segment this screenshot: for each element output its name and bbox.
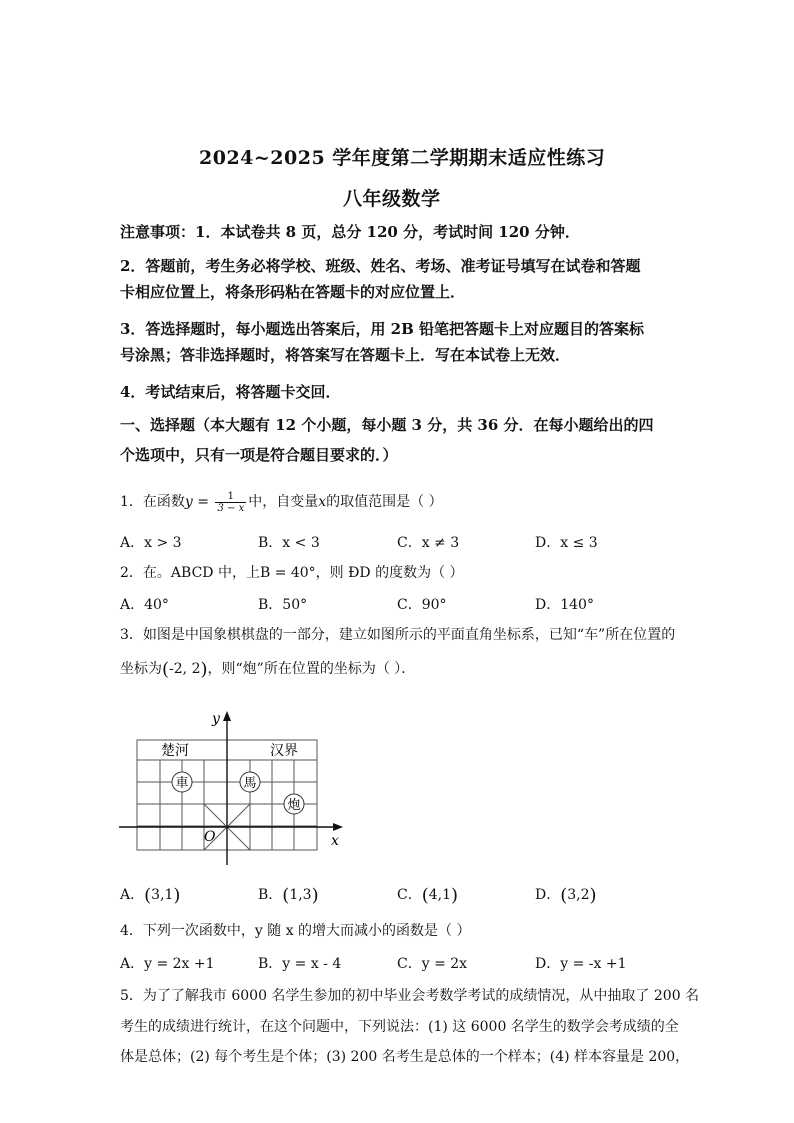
option-value: 3,2 bbox=[567, 887, 590, 903]
origin-label: O bbox=[204, 829, 216, 845]
question-1-option-b: B．x < 3 bbox=[258, 535, 320, 551]
note-4: 4．考试结束后，将答题卡交回． bbox=[120, 383, 341, 401]
question-4-option-c: C．y = 2x bbox=[397, 956, 468, 972]
question-2-option-c: C．90° bbox=[397, 597, 447, 613]
piece-ma bbox=[240, 772, 260, 792]
note-2-line-2: 卡相应位置上，将条形码粘在答题卡的对应位置上． bbox=[120, 283, 466, 301]
exam-title: 2024~2025 学年度第二学期期末适应性练习 bbox=[199, 147, 606, 169]
option-value: 3,1 bbox=[151, 887, 174, 903]
y-axis-arrow bbox=[223, 711, 231, 721]
y-axis-label: y bbox=[212, 711, 220, 727]
coord-value: -2, 2 bbox=[169, 661, 201, 677]
coord-open-paren: ( bbox=[162, 659, 170, 680]
note-3-line-2: 号涂黑；答非选择题时，将答案写在答题卡上．写在本试卷上无效． bbox=[120, 346, 571, 364]
paren-open: ( bbox=[282, 885, 290, 906]
note-3-line-1: 3．答选择题时，每小题选出答案后，用 2B 铅笔把答题卡上对应题目的答案标 bbox=[120, 320, 644, 338]
question-1-suffix-2: 的取值范围是（ ） bbox=[326, 494, 443, 510]
question-4-option-b: B．y = x - 4 bbox=[258, 956, 342, 972]
piece-pao-label: 炮 bbox=[287, 798, 301, 813]
question-4: 4．下列一次函数中，y 随 x 的增大而减小的函数是（ ） bbox=[120, 923, 471, 939]
fraction-denominator: 3 − x bbox=[217, 502, 245, 514]
option-letter: A． bbox=[120, 887, 145, 903]
paren-close: ) bbox=[589, 885, 597, 906]
paren-close: ) bbox=[451, 885, 459, 906]
x-axis-arrow bbox=[333, 823, 343, 831]
question-1-fraction bbox=[215, 491, 246, 514]
note-1: 注意事项：1．本试卷共 8 页，总分 120 分，考试时间 120 分钟． bbox=[120, 223, 580, 241]
question-3-option-b bbox=[258, 884, 319, 906]
option-value: 4,1 bbox=[428, 887, 452, 903]
coordinate-axes bbox=[119, 717, 337, 865]
question-5-line-1: 5．为了了解我市 6000 名学生参加的初中毕业会考数学考试的成绩情况，从中抽取了 200 名 bbox=[120, 988, 700, 1004]
question-2-option-d: D．140° bbox=[535, 597, 594, 613]
question-1-var-x: x bbox=[318, 494, 327, 510]
question-1-var-y: y bbox=[184, 494, 193, 510]
question-5-line-2: 考生的成绩进行统计，在这个问题中，下列说法：(1) 这 6000 名学生的数学会考成绩的全 bbox=[120, 1019, 679, 1035]
x-axis-label: x bbox=[331, 833, 339, 849]
river-label-right: 汉界 bbox=[270, 743, 298, 759]
river-label-left: 楚河 bbox=[161, 743, 189, 759]
question-1-option-d: D．x ≤ 3 bbox=[535, 535, 598, 551]
option-value: 1,3 bbox=[289, 887, 312, 903]
question-4-option-d: D．y = -x +1 bbox=[535, 956, 627, 972]
question-1-option-c: C．x ≠ 3 bbox=[397, 535, 460, 551]
coord-close-paren: ) bbox=[200, 659, 208, 680]
note-2-line-1: 2．答题前，考生务必将学校、班级、姓名、考场、准考证号填写在试卷和答题 bbox=[120, 257, 641, 275]
question-2: 2．在。ABCD 中，上B = 40°，则 ÐD 的度数为（ ） bbox=[120, 565, 464, 581]
exam-subtitle: 八年级数学 bbox=[343, 188, 441, 210]
question-1-eq: = bbox=[192, 494, 214, 510]
fraction-numerator: 1 bbox=[215, 491, 246, 503]
paren-open: ( bbox=[421, 885, 429, 906]
question-4-option-a: A．y = 2x +1 bbox=[120, 956, 215, 972]
question-3-option-c bbox=[397, 884, 458, 906]
paren-close: ) bbox=[173, 885, 181, 906]
piece-pao bbox=[284, 794, 304, 814]
paren-close: ) bbox=[311, 885, 319, 906]
question-1-prefix: 1．在函数 bbox=[120, 494, 185, 510]
question-3-option-d bbox=[535, 884, 597, 906]
question-3-line-2-suffix: ，则“炮”所在位置的坐标为（ ）． bbox=[207, 661, 416, 677]
piece-che bbox=[172, 772, 192, 792]
section-1-heading-line-2: 个选项中，只有一项是符合题目要求的．） bbox=[120, 446, 398, 464]
paren-open: ( bbox=[144, 885, 152, 906]
piece-ma-label: 馬 bbox=[243, 776, 257, 791]
question-3-line-1: 3．如图是中国象棋棋盘的一部分，建立如图所示的平面直角坐标系，已知“车”所在位置的 bbox=[120, 627, 676, 643]
paren-open: ( bbox=[560, 885, 568, 906]
question-5-line-3: 体是总体；(2) 每个考生是个体；(3) 200 名考生是总体的一个样本；(4) 样本容量是 200， bbox=[120, 1049, 690, 1065]
question-3-line-2 bbox=[120, 658, 415, 680]
question-1-option-a: A．x > 3 bbox=[120, 535, 182, 551]
question-3-line-2-prefix: 坐标为 bbox=[120, 661, 162, 677]
chess-board-figure bbox=[115, 705, 375, 870]
section-1-heading-line-1: 一、选择题（本大题有 12 个小题，每小题 3 分，共 36 分．在每小题给出的四 bbox=[120, 416, 654, 434]
question-3-option-a bbox=[120, 884, 180, 906]
question-2-option-b: B．50° bbox=[258, 597, 308, 613]
question-1 bbox=[120, 490, 443, 514]
option-letter: C． bbox=[397, 887, 422, 903]
question-2-option-a: A．40° bbox=[120, 597, 169, 613]
option-letter: B． bbox=[258, 887, 283, 903]
option-letter: D． bbox=[535, 887, 561, 903]
piece-che-label: 車 bbox=[175, 776, 189, 791]
question-1-suffix: 中，自变量 bbox=[248, 494, 319, 510]
